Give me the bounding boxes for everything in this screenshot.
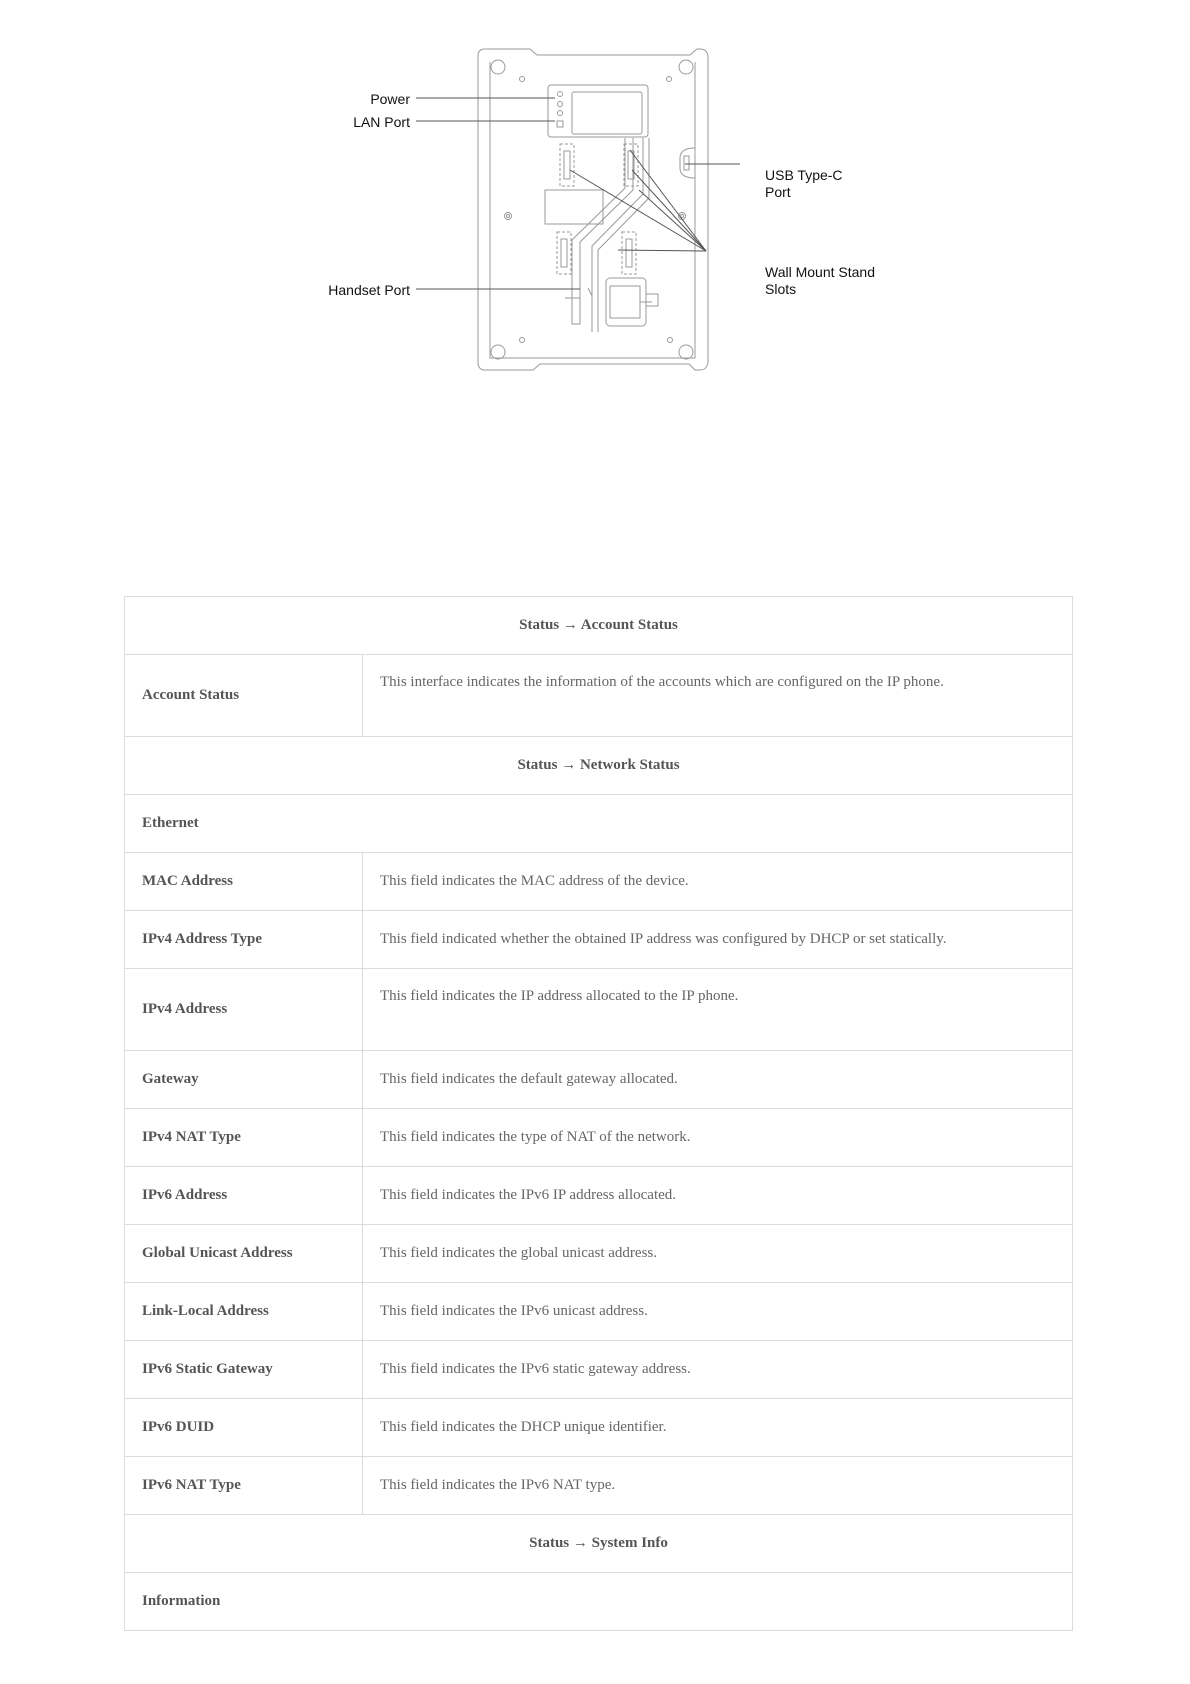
table-row (125, 1457, 1073, 1515)
field-name: Account Status (125, 655, 363, 737)
field-name: Global Unicast Address (125, 1225, 363, 1283)
table-row (125, 1341, 1073, 1399)
field-name: Gateway (125, 1051, 363, 1109)
field-description: This field indicates the IP address allocated to the IP phone. (363, 969, 1073, 1051)
table-row (125, 1109, 1073, 1167)
table-row (125, 655, 1073, 737)
table-row (125, 1283, 1073, 1341)
field-name: IPv4 NAT Type (125, 1109, 363, 1167)
section-header-row (125, 597, 1073, 655)
table-row (125, 1225, 1073, 1283)
subsection-information: Information (125, 1573, 1073, 1631)
field-description: This field indicates the global unicast address. (363, 1225, 1073, 1283)
table-row (125, 1399, 1073, 1457)
section-header-row (125, 1515, 1073, 1573)
field-name: IPv4 Address (125, 969, 363, 1051)
field-description: This field indicates the default gateway allocated. (363, 1051, 1073, 1109)
usb-type-c-label-line2: Port (765, 184, 791, 200)
subsection-row (125, 795, 1073, 853)
field-description: This field indicates the DHCP unique identifier. (363, 1399, 1073, 1457)
field-name: IPv6 NAT Type (125, 1457, 363, 1515)
field-name: MAC Address (125, 853, 363, 911)
section-header-row (125, 737, 1073, 795)
subsection-row (125, 1573, 1073, 1631)
field-description: This field indicates the IPv6 NAT type. (363, 1457, 1073, 1515)
table-row (125, 969, 1073, 1051)
section-header-system-info: Status → System Info (125, 1515, 1073, 1573)
field-name: Link-Local Address (125, 1283, 363, 1341)
lan-port-label: LAN Port (353, 114, 410, 130)
wall-mount-label-line2: Slots (765, 281, 797, 297)
table-row (125, 1167, 1073, 1225)
device-back-diagram (328, 40, 900, 380)
field-name: IPv4 Address Type (125, 911, 363, 969)
section-header-account-status: Status → Account Status (125, 597, 1073, 655)
field-description: This field indicates the IPv6 static gateway address. (363, 1341, 1073, 1399)
field-description: This field indicates the MAC address of the device. (363, 853, 1073, 911)
table-row (125, 1051, 1073, 1109)
power-label: Power (370, 91, 410, 107)
field-description: This field indicated whether the obtained IP address was configured by DHCP or set statically. (363, 911, 1073, 969)
field-description: This field indicates the IPv6 IP address allocated. (363, 1167, 1073, 1225)
field-description: This field indicates the IPv6 unicast address. (363, 1283, 1073, 1341)
usb-type-c-label-line1: USB Type-C (765, 167, 843, 183)
field-description: This interface indicates the information of the accounts which are configured on the IP phone. (363, 655, 1073, 737)
wall-mount-label-line1: Wall Mount Stand (765, 264, 875, 280)
status-table (124, 596, 1073, 1631)
field-name: IPv6 DUID (125, 1399, 363, 1457)
section-header-network-status: Status → Network Status (125, 737, 1073, 795)
subsection-ethernet: Ethernet (125, 795, 1073, 853)
table-row (125, 911, 1073, 969)
handset-port-label: Handset Port (328, 282, 410, 298)
field-name: IPv6 Address (125, 1167, 363, 1225)
table-row (125, 853, 1073, 911)
field-name: IPv6 Static Gateway (125, 1341, 363, 1399)
device-back-illustration (340, 40, 900, 380)
field-description: This field indicates the type of NAT of the network. (363, 1109, 1073, 1167)
